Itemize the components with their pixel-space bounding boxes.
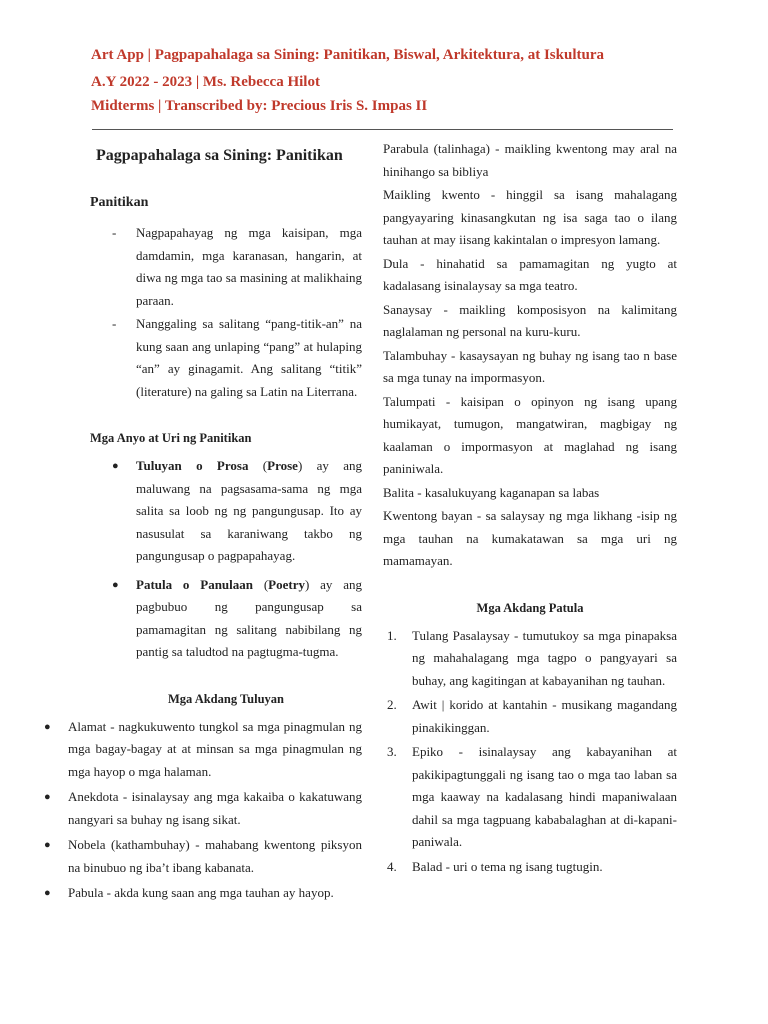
list-item: - Nagpapahayag ng mga kaisipan, mga damdamin, mga karanasan, hangarin, at diwa ng mga tao sa masining at malikhaing paraan. xyxy=(90,222,362,312)
paragraph: Maikling kwento - hinggil sa isang mahalagang pangyayaring kinasangkutan ng isa saga tao o ilang tauhan at may iisang kakintalan o impresyon lamang. xyxy=(383,187,677,247)
bullet-dot: ● xyxy=(112,460,119,472)
item-number: 1. xyxy=(387,627,397,643)
bullet-dot: ● xyxy=(44,887,51,899)
paragraph: Talambuhay - kasaysayan ng buhay ng isang tao n base sa mga tunay na impormasyon. xyxy=(383,347,677,385)
paragraph: Dula - hinahatid sa pamamagitan ng yugto at kadalasang isinalaysay sa mga teatro. xyxy=(383,255,677,293)
paragraph: Sanaysay - maikling komposisyon na kalimitang naglalaman ng personal na kuru-kuru. xyxy=(383,301,677,339)
list-item: ● Patula o Panulaan (Poetry) ay ang pagbubuo ng pangungusap sa pamamagitan ng salitang nabibilang ng pantig sa taludtod na pagtugma-tugma. xyxy=(90,574,362,664)
list-item: ● Anekdota - isinalaysay ang mga kakaiba o kakatuwang nangyari sa buhay ng isang sikat. xyxy=(68,786,362,831)
bullet-dot: ● xyxy=(44,839,51,851)
list-item: ● Alamat - nagkukuwento tungkol sa mga pinagmulan ng mga bagay-bagay at at minsan sa mga pinagmulan ng mga hayop o mga halaman. xyxy=(68,716,362,784)
anyo-heading: Mga Anyo at Uri ng Panitikan xyxy=(90,431,252,445)
list-item: - Nanggaling sa salitang “pang-titik-an” na kung saan ang unlaping “pang” at hulaping “an” ay ginagamit. Ang salitang “titik” (literature) na galing sa Latin na Literrana. xyxy=(90,313,362,403)
numbered-item: 3. Epiko - isinalaysay ang kabayanihan at pakikipagtunggali ng isang tao o mga tao laban sa mga kaaway na kadalasang hindi mapaniwalaan dahil sa mga tagpuang kababalaghan at di-kapani-paniwala. xyxy=(383,741,677,854)
tuluyan-heading: Mga Akdang Tuluyan xyxy=(167,691,285,706)
list-item: ● Tuluyan o Prosa (Prose) ay ang maluwang na pagsasama-sama ng mga salita sa loob ng ng pangungusap. Ito ay nasusulat sa karaniwang takbo ng pangungusap o pagpapahayag. xyxy=(90,455,362,568)
list-item: ● Nobela (kathambuhay) - mahabang kwentong piksyon na binubuo ng iba’t ibang kabanata. xyxy=(68,834,362,879)
bullet-dot: ● xyxy=(44,791,51,803)
numbered-item: 1. Tulang Pasalaysay - tumutukoy sa mga pinapaksa ng mahahalagang mga tagpo o pangyayari sa buhay, ang kagitingan at kabayanihan ng tauhan. xyxy=(383,625,677,693)
numbered-item: 2. Awit | korido at kantahin - musikang magandang pinakikinggan. xyxy=(383,694,677,739)
header-midterms: Midterms | Transcribed by: Precious Iris S. Impas II xyxy=(91,98,428,114)
paragraph: Kwentong bayan - sa salaysay ng mga likhang -isip ng mga tauhan na kumakatawan sa mga uri ng mamamayan. xyxy=(383,508,677,568)
bullet-dot: ● xyxy=(112,578,119,591)
header-academic-year: A.Y 2022 - 2023 | Ms. Rebecca Hilot xyxy=(91,74,320,90)
paragraph: Talumpati - kaisipan o opinyon ng isang upang humikayat, tumugon, mangatwiran, magbigay ng kaalaman o impormasyon at maglahad ng isang paniniwala. xyxy=(383,393,677,476)
dash-bullet: - xyxy=(112,316,117,331)
header-divider xyxy=(92,129,673,130)
left-column xyxy=(44,140,362,908)
list-item: ● Pabula - akda kung saan ang mga tauhan ay hayop. xyxy=(68,882,362,905)
dash-bullet: - xyxy=(112,225,117,240)
paragraph: Parabula (talinhaga) - maikling kwentong may aral na hinihango sa bibliya xyxy=(383,141,677,179)
item-number: 2. xyxy=(387,697,397,712)
right-column xyxy=(383,138,677,880)
paragraph: Balita - kasalukuyang kaganapan sa labas xyxy=(383,484,600,500)
panitikan-heading: Panitikan xyxy=(90,195,149,210)
section-title: Pagpapahalaga sa Sining: Panitikan xyxy=(96,147,343,164)
header-title: Art App | Pagpapahalaga sa Sining: Panitikan, Biswal, Arkitektura, at Iskultura xyxy=(91,47,604,63)
item-number: 4. xyxy=(387,858,397,874)
item-number: 3. xyxy=(387,744,397,759)
patula-heading: Mga Akdang Patula xyxy=(476,600,584,615)
numbered-item: 4. Balad - uri o tema ng isang tugtugin. xyxy=(383,856,677,879)
bullet-dot: ● xyxy=(44,720,51,733)
